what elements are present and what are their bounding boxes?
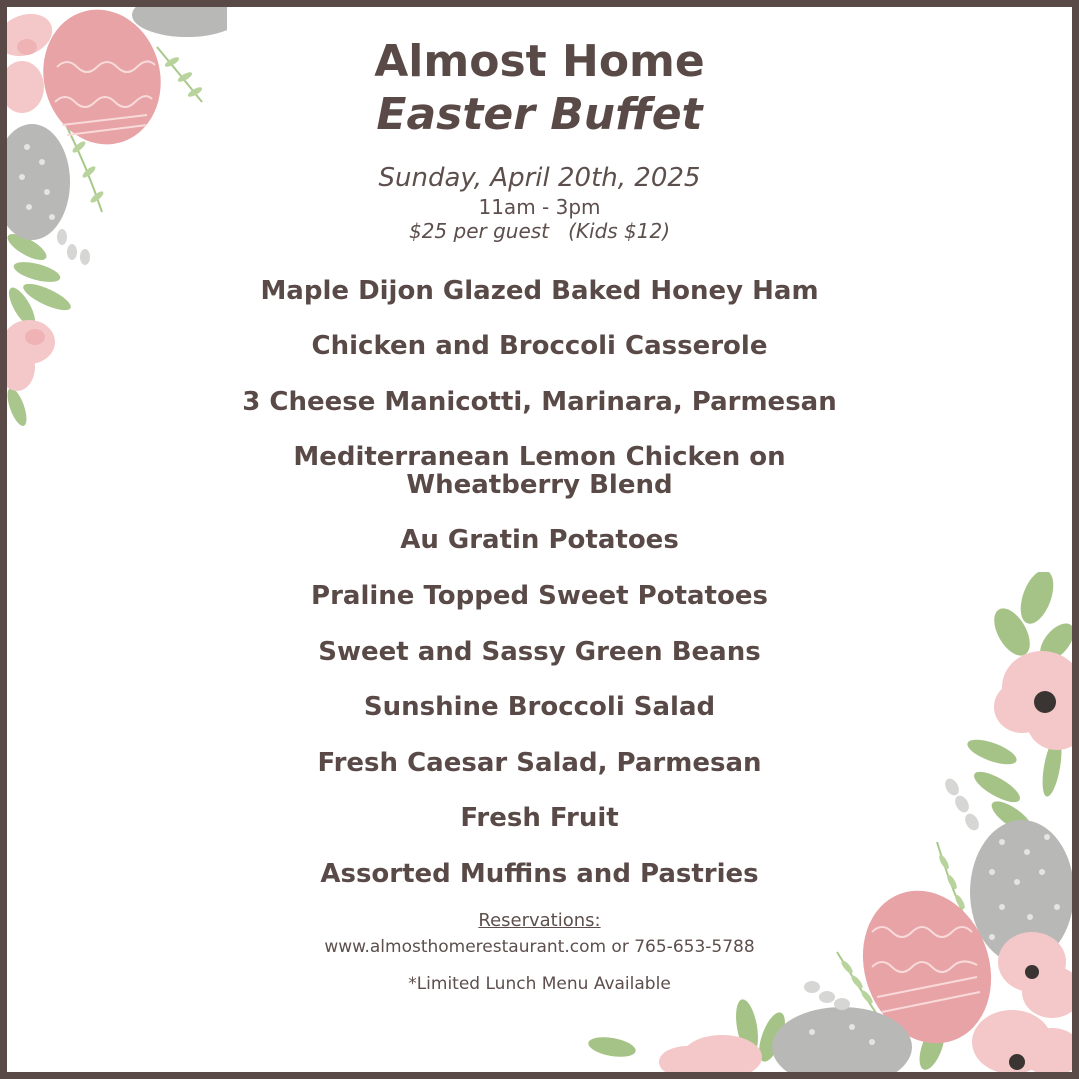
menu-item: Fresh Caesar Salad, Parmesan	[317, 748, 762, 778]
event-hours: 11am - 3pm	[478, 195, 601, 219]
menu-item: Chicken and Broccoli Casserole	[311, 331, 768, 361]
menu-item: Fresh Fruit	[460, 803, 619, 833]
menu-item: Maple Dijon Glazed Baked Honey Ham	[260, 276, 819, 306]
reservations-contact: www.almosthomerestaurant.com or 765-653-5788	[324, 937, 755, 957]
event-price: $25 per guest (Kids $12)	[408, 219, 671, 243]
menu-item: Sunshine Broccoli Salad	[363, 692, 716, 722]
menu-item: 3 Cheese Manicotti, Marinara, Parmesan	[242, 387, 837, 417]
menu-item: Praline Topped Sweet Potatoes	[311, 581, 768, 611]
menu-item: Sweet and Sassy Green Beans	[318, 637, 761, 667]
reservations-label: Reservations:	[478, 910, 601, 931]
menu-item: Mediterranean Lemon Chicken on Wheatberry Blend	[293, 442, 786, 500]
event-title: Easter Buffet	[376, 89, 703, 140]
menu-item: Au Gratin Potatoes	[400, 525, 679, 555]
menu-item: Assorted Muffins and Pastries	[320, 859, 759, 889]
limited-menu-note: *Limited Lunch Menu Available	[408, 974, 671, 994]
event-date: Sunday, April 20th, 2025	[378, 163, 701, 193]
restaurant-name: Almost Home	[374, 36, 705, 87]
